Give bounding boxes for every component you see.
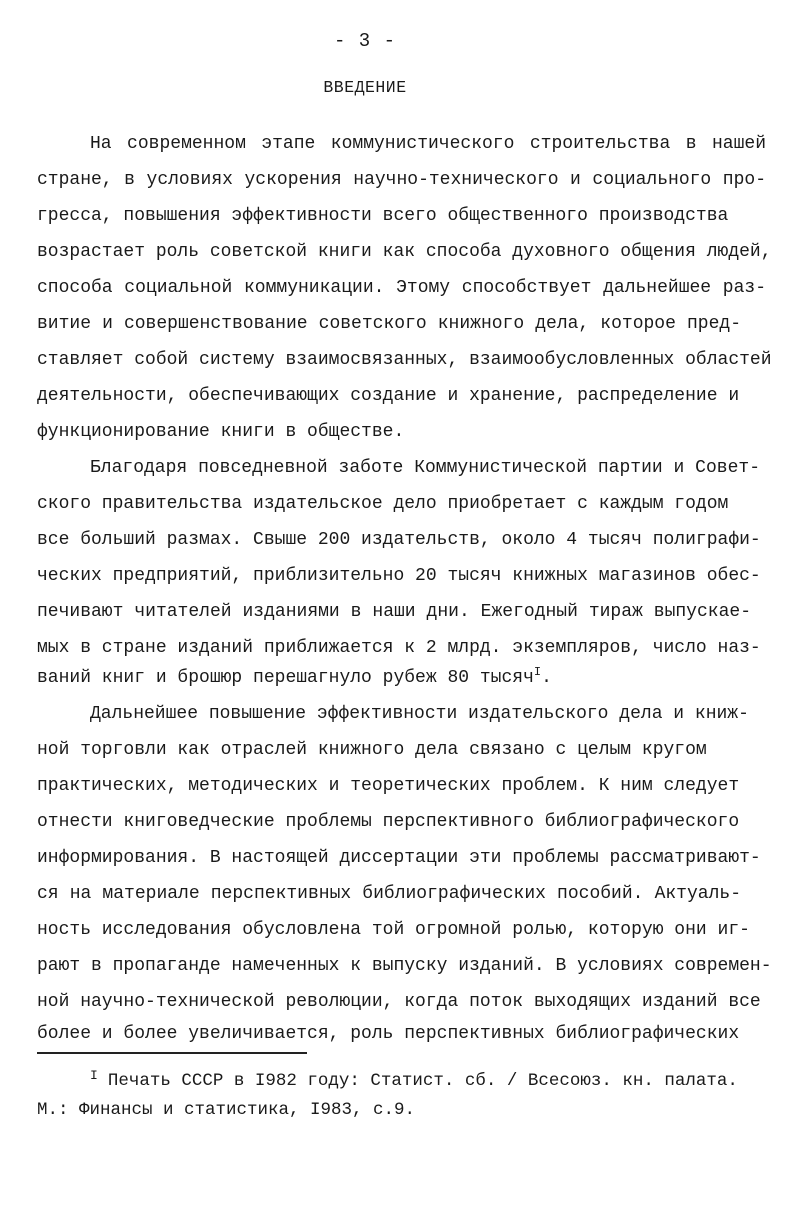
text-line: ной научно-технической революции, когда поток выходящих изданий все	[37, 992, 761, 1012]
footnote-line: М.: Финансы и статистика, I983, с.9.	[37, 1100, 416, 1120]
text-line: ставляет собой систему взаимосвязанных, взаимообусловленных областей	[37, 350, 772, 370]
text-line: ность исследования обусловлена той огромной ролью, которую они иг-	[37, 920, 750, 940]
text-line: ского правительства издательское дело приобретает с каждым годом	[37, 494, 729, 514]
text-line: гресса, повышения эффективности всего общественного производства	[37, 206, 729, 226]
text-line: На современном этапе коммунистического строительства в нашей	[90, 134, 766, 154]
text-line: Благодаря повседневной заботе Коммунистической партии и Совет-	[90, 458, 760, 478]
footnote-text: Печать СССР в I982 году: Статист. сб. / Всесоюз. кн. палата.	[107, 1071, 738, 1091]
footnote-marker: I	[90, 1068, 98, 1083]
line-text: ваний книг и брошюр перешагнуло рубеж 80 тысяч	[37, 668, 534, 688]
text-line: ческих предприятий, приблизительно 20 тысяч книжных магазинов обес-	[37, 566, 761, 586]
footnote-line	[90, 1070, 738, 1092]
text-line: способа социальной коммуникации. Этому способствует дальнейшее раз-	[37, 278, 766, 298]
text-line: рают в пропаганде намеченных к выпуску изданий. В условиях современ-	[37, 956, 772, 976]
text-line: ной торговли как отраслей книжного дела связано с целым кругом	[37, 740, 707, 760]
text-line: функционирование книги в обществе.	[37, 422, 405, 442]
text-line: мых в стране изданий приближается к 2 млрд. экземпляров, число наз-	[37, 638, 761, 658]
text-line: Дальнейшее повышение эффективности издательского дела и книж-	[90, 704, 749, 724]
text-line: деятельности, обеспечивающих создание и хранение, распределение и	[37, 386, 740, 406]
text-line: информирования. В настоящей диссертации эти проблемы рассматривают-	[37, 848, 761, 868]
text-line: практических, методических и теоретических проблем. К ним следует	[37, 776, 740, 796]
text-line: все больший размах. Свыше 200 издательств, около 4 тысяч полиграфи-	[37, 530, 761, 550]
footnote-reference: I	[533, 665, 542, 679]
text-line: печивают читателей изданиями в наши дни. Ежегодный тираж выпускае-	[37, 602, 751, 622]
footnote-divider	[37, 1052, 307, 1054]
text-line: отнести книговедческие проблемы перспективного библиографического	[37, 812, 740, 832]
text-line: более и более увеличивается, роль перспективных библиографических	[37, 1024, 740, 1044]
text-line: стране, в условиях ускорения научно-технического и социального про-	[37, 170, 766, 190]
section-title: ВВЕДЕНИЕ	[323, 78, 407, 97]
text-line	[37, 666, 552, 690]
page-number: - 3 -	[333, 30, 396, 52]
text-line: возрастает роль советской книги как способа духовного общения людей,	[37, 242, 772, 262]
text-line: ся на материале перспективных библиографических пособий. Актуаль-	[37, 884, 741, 904]
line-end: .	[541, 668, 552, 688]
text-line: витие и совершенствование советского книжного дела, которое пред-	[37, 314, 741, 334]
